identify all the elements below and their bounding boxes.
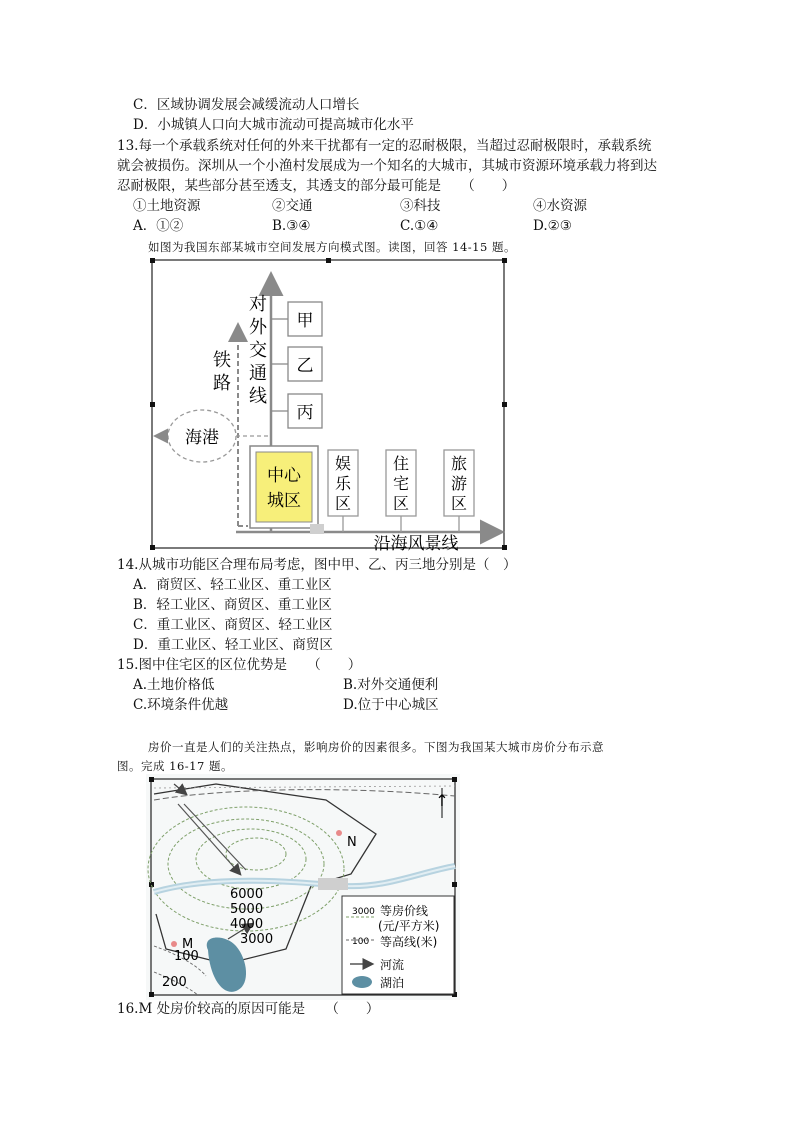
q13-option-d: D.②③ xyxy=(533,218,572,234)
contour-3000: 3000 xyxy=(240,932,274,947)
q14-stem: 14.从城市功能区合理布局考虑，图中甲、乙、丙三地分别是（ ） xyxy=(117,557,517,573)
port-label: 海港 xyxy=(185,428,219,448)
transport-label-text: 对外交通线 xyxy=(249,294,267,407)
legend-elev-value: 100 xyxy=(352,937,370,947)
district-ent-1: 娱 xyxy=(334,454,352,473)
district-tour-3: 区 xyxy=(450,494,468,513)
legend-price-label1: 等房价线 xyxy=(380,904,429,918)
q13-option-c: C.①④ xyxy=(400,218,439,234)
q15-option-c: C.环境条件优越 xyxy=(133,697,229,713)
q13-item-4: ④水资源 xyxy=(533,198,587,214)
point-m-dot xyxy=(171,941,177,947)
district-tour-1: 旅 xyxy=(450,454,468,473)
point-m-label: M xyxy=(182,937,194,952)
intro-14-15: 如图为我国东部某城市空间发展方向模式图。读图，回答 14-15 题。 xyxy=(148,240,516,254)
elev-100: 100 xyxy=(174,949,199,964)
housing-price-map xyxy=(146,774,460,1000)
districts xyxy=(328,450,474,532)
district-res-3: 区 xyxy=(392,494,410,513)
intro-16-17-line1: 房价一直是人们的关注热点，影响房价的因素很多。下图为我国某大城市房价分布示意 xyxy=(148,740,604,754)
intro-16-17-line2: 图。完成 16-17 题。 xyxy=(117,759,233,773)
zone-boxes xyxy=(271,302,322,428)
railway-label-text: 铁路 xyxy=(213,350,231,394)
q13-stem-line3: 忍耐极限，某些部分甚至透支，其透支的部分最可能是 （ ） xyxy=(117,178,516,194)
city-development-diagram xyxy=(148,256,510,552)
legend-price-label2: (元/平方米) xyxy=(378,919,440,933)
north-arrow-icon: ↑ xyxy=(435,791,449,810)
zone-yi: 乙 xyxy=(296,356,314,376)
district-ent-3: 区 xyxy=(334,494,352,513)
elev-200: 200 xyxy=(162,975,187,990)
q14-option-a: A．商贸区、轻工业区、重工业区 xyxy=(133,577,332,593)
q15-option-a: A.土地价格低 xyxy=(133,677,215,693)
point-n-label: N xyxy=(347,835,357,850)
district-ent-2: 乐 xyxy=(334,474,352,493)
map-legend xyxy=(342,896,454,994)
q13-item-3: ③科技 xyxy=(400,198,441,214)
legend-lake-label: 湖泊 xyxy=(380,976,405,990)
district-tour-2: 游 xyxy=(450,474,468,493)
center-city xyxy=(250,446,318,528)
district-res-2: 宅 xyxy=(392,474,410,493)
q12-option-d: D．小城镇人口向大城市流动可提高城市化水平 xyxy=(133,117,414,133)
legend-elev-label: 等高线(米) xyxy=(380,935,438,949)
q14-option-d: D．重工业区、轻工业区、商贸区 xyxy=(133,637,333,653)
transport-label xyxy=(249,294,268,407)
q13-option-a: A．①② xyxy=(133,218,184,234)
q16-stem: 16.M 处房价较高的原因可能是 （ ） xyxy=(117,1001,380,1017)
center-label-1: 中心 xyxy=(267,466,301,486)
district-res-1: 住 xyxy=(392,454,410,473)
q13-stem-line2: 就会被损伤。深圳从一个小渔村发展成为一个知名的大城市，其城市资源环境承载力将到达 xyxy=(117,158,657,174)
legend-lake-icon xyxy=(352,976,372,988)
zone-bing: 丙 xyxy=(296,403,314,423)
contour-6000: 6000 xyxy=(230,887,264,902)
contour-4000: 4000 xyxy=(230,917,264,932)
q15-option-d: D.位于中心城区 xyxy=(343,697,439,713)
railway-label xyxy=(213,350,231,394)
q14-option-c: C．重工业区、商贸区、轻工业区 xyxy=(133,617,333,633)
q14-option-b: B．轻工业区、商贸区、重工业区 xyxy=(133,597,332,613)
q12-option-c: C．区域协调发展会减缓流动人口增长 xyxy=(133,97,360,113)
zone-jia: 甲 xyxy=(296,311,314,331)
legend-price-value: 3000 xyxy=(352,907,375,917)
point-n-dot xyxy=(336,830,342,836)
contour-5000: 5000 xyxy=(230,902,264,917)
q13-stem-line1: 13.每一个承载系统对任何的外来干扰都有一定的忍耐极限，当超过忍耐极限时，承载系统 xyxy=(117,138,652,154)
q13-item-1: ①土地资源 xyxy=(133,198,201,214)
q15-option-b: B.对外交通便利 xyxy=(343,677,439,693)
coast-label: 沿海风景线 xyxy=(373,534,459,552)
legend-river-label: 河流 xyxy=(380,958,405,972)
center-label-2: 城区 xyxy=(267,491,301,511)
q13-option-b: B.③④ xyxy=(272,218,311,234)
q15-stem: 15.图中住宅区的区位优势是 （ ） xyxy=(117,657,362,673)
q13-item-2: ②交通 xyxy=(272,198,313,214)
